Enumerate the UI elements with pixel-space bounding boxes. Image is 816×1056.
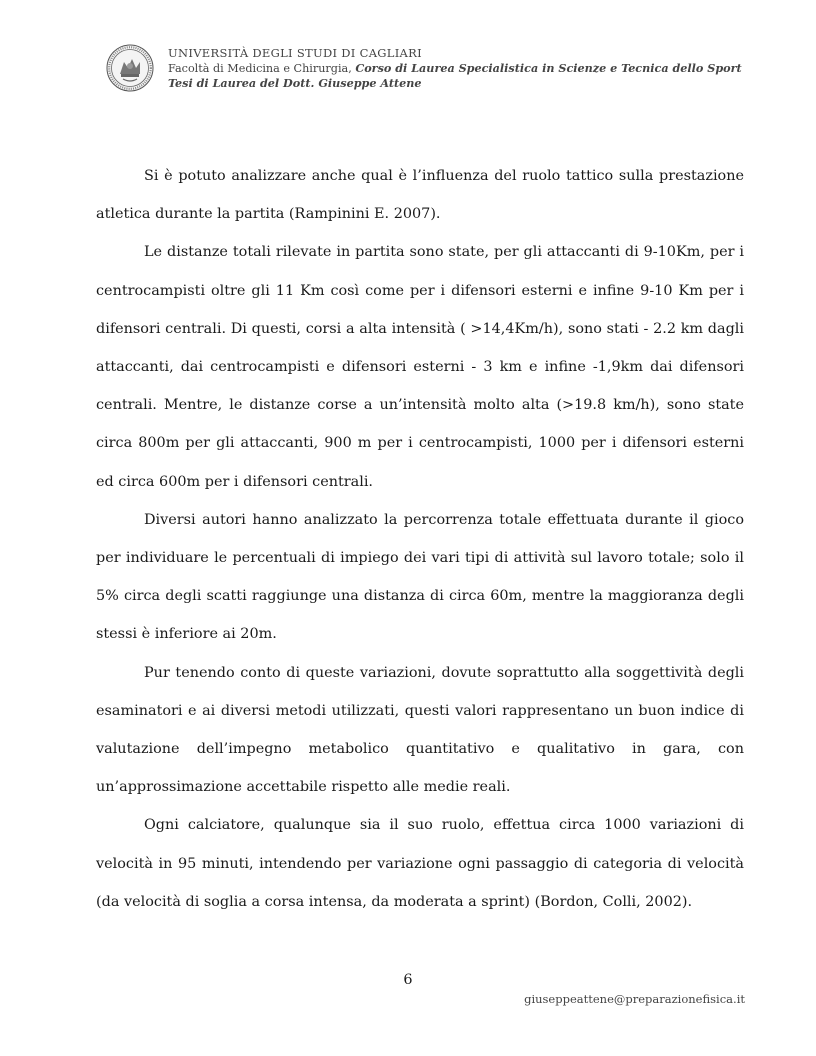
footer-email: giuseppeattene@preparazionefisica.it — [524, 992, 745, 1006]
header-text — [168, 46, 768, 91]
paragraph-5: Ogni calciatore, qualunque sia il suo ruolo, effettua circa 1000 variazioni di velocità in 95 minuti, intendendo per variazione ogni passaggio di categoria di velocità (da velocità di soglia a corsa intensa, da moderata a sprint) (Bordon, Colli, 2002). — [96, 817, 744, 910]
header-course: Corso di Laurea Specialistica in Scienze e Tecnica dello Sport — [355, 61, 742, 75]
header-faculty-line — [168, 61, 768, 76]
header-faculty: Facoltà di Medicina e Chirurgia, — [168, 62, 352, 75]
page-number: 6 — [403, 972, 413, 988]
body-text — [96, 157, 744, 921]
paragraph-2: Le distanze totali rilevate in partita sono state, per gli attaccanti di 9-10Km, per i centrocampisti oltre gli 11 Km così come per i difensori esterni e infine 9-10 Km per i difensori centrali. Di questi, corsi a alta intensità ( >14,4Km/h), sono stati - 2.2 km dagli attaccanti, dai centrocampisti e difensori esterni - 3 km e infine -1,9km dai difensori centrali. Mentre, le distanze corse a un’intensità molto alta (>19.8 km/h), sono state circa 800m per gli attaccanti, 900 m per i centrocampisti, 1000 per i difensori esterni ed circa 600m per i difensori centrali. — [96, 244, 744, 490]
university-seal-icon — [106, 44, 154, 92]
paragraph-4: Pur tenendo conto di queste variazioni, dovute soprattutto alla soggettività degli esaminatori e ai diversi metodi utilizzati, questi valori rappresentano un buon indice di valutazione dell’impegno metabolico quantitativo e qualitativo in gara, con un’approssimazione accettabile rispetto alle medie reali. — [96, 664, 744, 796]
header-university: UNIVERSITÀ DEGLI STUDI DI CAGLIARI — [168, 46, 422, 60]
page-header — [106, 44, 766, 96]
paragraph-1: Si è potuto analizzare anche qual è l’influenza del ruolo tattico sulla prestazione atletica durante la partita (Rampinini E. 2007). — [96, 168, 744, 223]
paragraph-3: Diversi autori hanno analizzato la percorrenza totale effettuata durante il gioco per individuare le percentuali di impiego dei vari tipi di attività sul lavoro totale; solo il 5% circa degli scatti raggiunge una distanza di circa 60m, mentre la maggioranza degli stessi è inferiore ai 20m. — [96, 511, 744, 643]
header-thesis: Tesi di Laurea del Dott. Giuseppe Attene — [168, 76, 422, 90]
